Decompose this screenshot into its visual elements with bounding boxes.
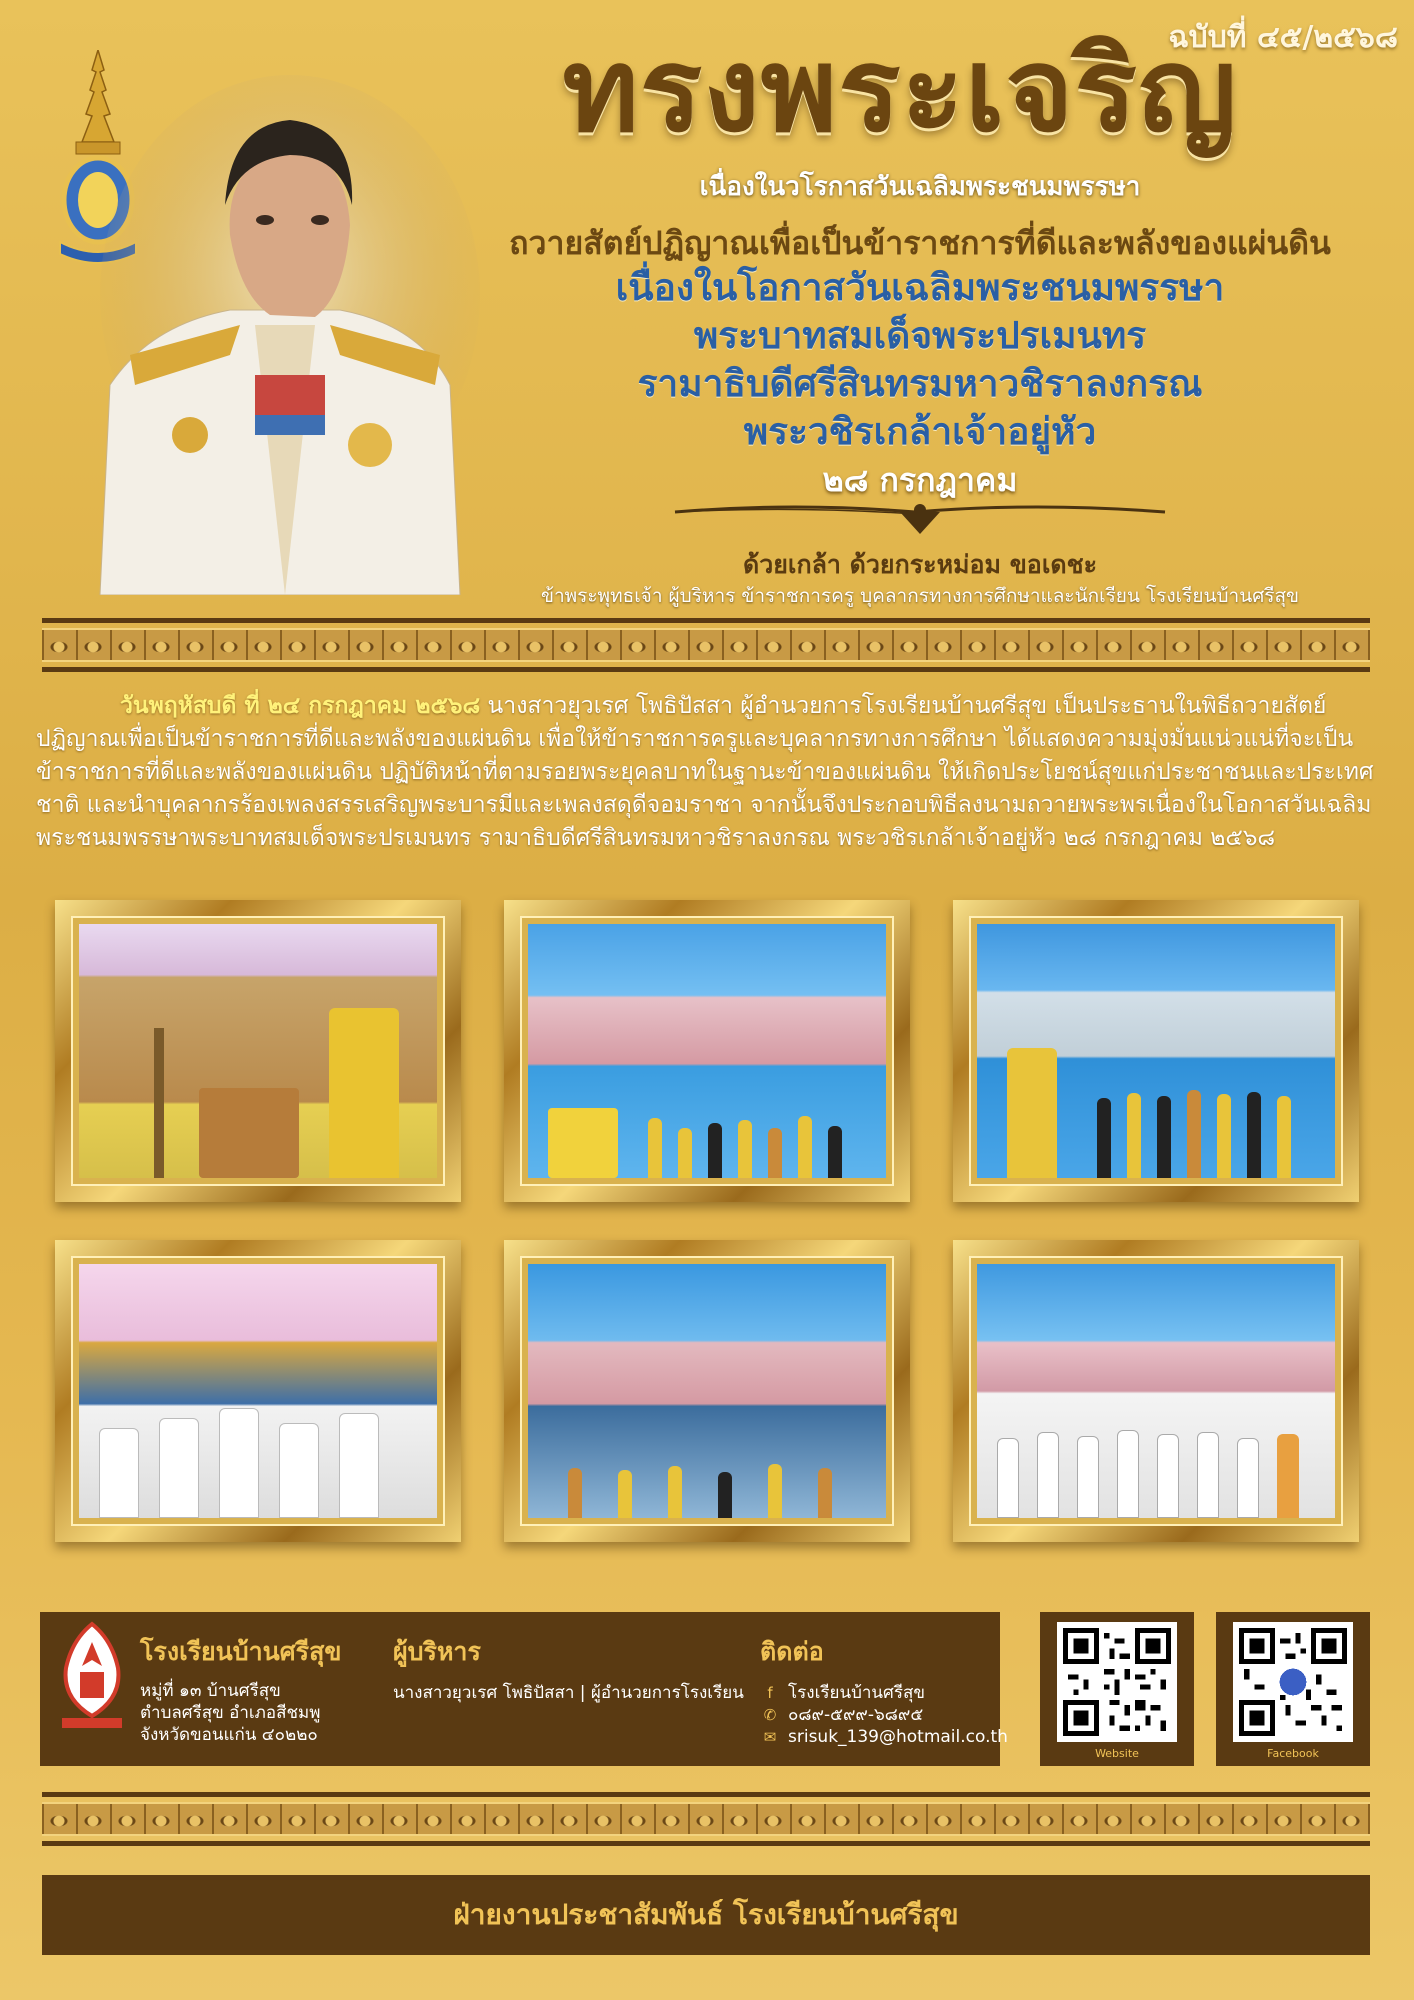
school-logo-icon	[56, 1620, 128, 1730]
news-paragraph	[36, 690, 1386, 855]
photos.3	[79, 1264, 437, 1518]
photos.1	[528, 924, 886, 1178]
photo-frame[interactable]	[504, 1240, 910, 1542]
photos.0	[79, 924, 437, 1178]
staff-text: ข้าพระพุทธเจ้า ผู้บริหาร ข้าราชการครู บุคลากรทางการศึกษาและนักเรียน โรงเรียนบ้านศรีสุข	[540, 585, 1300, 607]
email-contact[interactable]: ✉ srisuk_139@hotmail.co.th	[760, 1726, 1008, 1748]
website-qr[interactable]	[1040, 1612, 1194, 1766]
photo-frame[interactable]	[55, 1240, 461, 1542]
contact-heading: ติดต่อ	[760, 1637, 824, 1666]
phone-icon: ✆	[763, 1706, 777, 1724]
admin-block	[393, 1632, 744, 1704]
school-heading: โรงเรียนบ้านศรีสุข	[140, 1637, 342, 1666]
qr-website-label: Website	[1095, 1747, 1139, 1760]
issue-number: ฉบับที่ ๔๕/๒๕๖๘	[1168, 20, 1398, 55]
occasion-line: รามาธิบดีศรีสินทรมหาวชิราลงกรณ	[637, 362, 1203, 405]
address-line: ตำบลศรีสุข อำเภอสีชมพู	[140, 1703, 321, 1723]
photo-frame[interactable]	[953, 900, 1359, 1202]
page-subtitle: เนื่องในวโรกาสวันเฉลิมพระชนมพรรษา	[699, 172, 1141, 202]
admin-text: นางสาวยุวเรศ โพธิปัสสา | ผู้อำนวยการโรงเรียน	[393, 1683, 744, 1703]
photo-frame[interactable]	[55, 900, 461, 1202]
mail-icon: ✉	[763, 1728, 777, 1746]
facebook-icon: f	[767, 1684, 773, 1702]
address-line: จังหวัดขอนแก่น ๔๐๒๒๐	[140, 1725, 318, 1745]
address-line: หมู่ที่ ๑๓ บ้านศรีสุข	[140, 1681, 281, 1701]
photos.5	[977, 1264, 1335, 1518]
contact-block	[760, 1632, 1008, 1748]
ornament-divider	[665, 500, 1175, 540]
date-highlight: วันพฤหัสบดี ที่ ๒๔ กรกฎาคม ๒๕๖๘	[120, 693, 481, 719]
respect-text: ด้วยเกล้า ด้วยกระหม่อม ขอเดชะ	[742, 550, 1098, 579]
ornament-band	[42, 616, 1370, 674]
footer-bar: ฝ่ายงานประชาสัมพันธ์ โรงเรียนบ้านศรีสุข	[42, 1875, 1370, 1955]
photos.4	[528, 1264, 886, 1518]
photo-frame[interactable]	[953, 1240, 1359, 1542]
occasion-line: เนื่องในโอกาสวันเฉลิมพระชนมพรรษา	[615, 266, 1225, 309]
qr-code-icon	[1057, 1622, 1177, 1742]
facebook-qr[interactable]	[1216, 1612, 1370, 1766]
occasion-line: พระวชิรเกล้าเจ้าอยู่หัว	[743, 410, 1097, 453]
qr-code-icon	[1233, 1622, 1353, 1742]
phone-contact[interactable]: ✆ ๐๘๙-๕๙๙-๖๘๙๕	[760, 1704, 1008, 1726]
news-text: นางสาวยุวเรศ โพธิปัสสา ผู้อำนวยการโรงเรียนบ้านศรีสุข เป็นประธานในพิธีถวายสัตย์ปฏิญาณเพื่อเป็นข้าราชการที่ดีและพลังของแผ่นดิน เพื่อให้ข้าราชการครูและบุคลากรทางการศึกษา ได้แสดงความมุ่งมั่นแน่วแน่ที่จะเป็นข้าราชการที่ดีและพลังของแผ่นดิน ปฏิบัติหน้าที่ตามรอยพระยุคลบาทในฐานะข้าของแผ่นดิน ให้เกิดประโยชน์สุขแก่ประชาชนและประเทศชาติ และนำบุคลากรร้องเพลงสรรเสริญพระบารมีและเพลงสดุดีจอมราชา จากนั้นจึงประกอบพิธีลงนามถวายพระพรเนื่องในโอกาสวันเฉลิมพระชนมพรรษาพระบาทสมเด็จพระปรเมนทร รามาธิบดีศรีสินทรมหาวชิราลงกรณ พระวชิรเกล้าเจ้าอยู่หัว ๒๘ กรกฎาคม ๒๕๖๘	[36, 693, 1374, 851]
qr-facebook-label: Facebook	[1267, 1747, 1319, 1760]
occasion-line: พระบาทสมเด็จพระปรเมนทร	[693, 314, 1147, 357]
occasion-lines	[560, 264, 1280, 456]
school-block	[140, 1632, 341, 1746]
birthday-date: ๒๘ กรกฎาคม	[822, 461, 1018, 499]
facebook-contact[interactable]: f โรงเรียนบ้านศรีสุข	[760, 1682, 1008, 1704]
photo-frame[interactable]	[504, 900, 910, 1202]
page-title: ทรงพระเจริญ	[562, 22, 1238, 158]
admin-heading: ผู้บริหาร	[393, 1637, 481, 1666]
photos.2	[977, 924, 1335, 1178]
king-portrait-image	[40, 55, 480, 595]
ornament-band	[42, 1790, 1370, 1848]
pledge-heading: ถวายสัตย์ปฏิญาณเพื่อเป็นข้าราชการที่ดีและพลังของแผ่นดิน	[509, 224, 1331, 262]
